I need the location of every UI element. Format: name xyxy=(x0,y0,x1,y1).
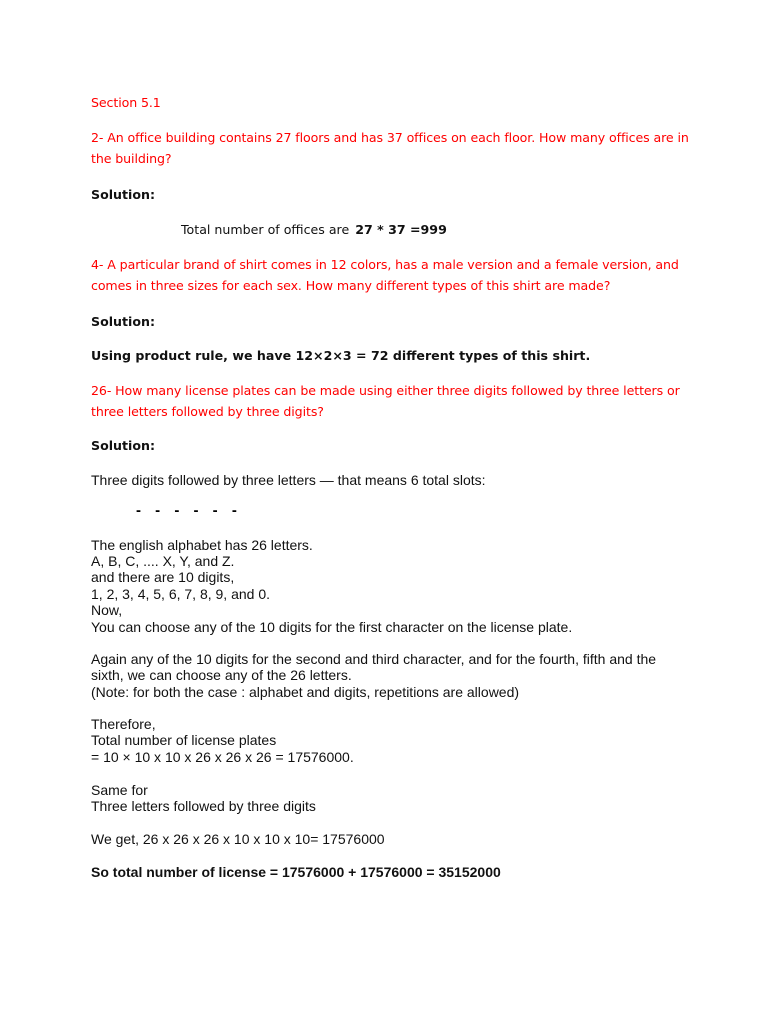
question-26-line-2: three letters followed by three digits? xyxy=(91,404,324,419)
letters-digits-text: Three letters followed by three digits xyxy=(91,798,316,814)
we-get-text: We get, 26 x 26 x 26 x 10 x 10 x 10= 17576000 xyxy=(91,831,385,847)
alphabet-line-2: A, B, C, .... X, Y, and Z. xyxy=(91,553,235,569)
note-text: (Note: for both the case : alphabet and digits, repetitions are allowed) xyxy=(91,684,520,700)
question-2-solution-label: Solution: xyxy=(91,187,155,202)
again-line-2: sixth, we can choose any of the 26 letters. xyxy=(91,667,352,683)
question-4-line-2: comes in three sizes for each sex. How many different types of this shirt are made? xyxy=(91,278,611,293)
digits-line-2: 1, 2, 3, 4, 5, 6, 7, 8, 9, and 0. xyxy=(91,586,271,602)
question-4-answer: Using product rule, we have 12×2×3 = 72 different types of this shirt. xyxy=(91,348,591,363)
total-label: Total number of license plates xyxy=(91,732,277,748)
digits-line-1: and there are 10 digits, xyxy=(91,569,235,585)
therefore-text: Therefore, xyxy=(91,716,156,732)
question-2-line-1: 2- An office building contains 27 floors and has 37 offices on each floor. How many offices are in xyxy=(91,130,689,145)
question-26-line-1: 26- How many license plates can be made using either three digits followed by three letters or xyxy=(91,383,680,398)
slots-intro: Three digits followed by three letters — that means 6 total slots: xyxy=(91,472,486,488)
final-answer: So total number of license = 17576000 + 17576000 = 35152000 xyxy=(91,864,501,880)
section-title: Section 5.1 xyxy=(91,95,161,110)
now-text: Now, xyxy=(91,602,123,618)
same-for-text: Same for xyxy=(91,782,148,798)
question-2-answer-value: 27 * 37 =999 xyxy=(355,222,447,237)
total-calculation: = 10 × 10 x 10 x 26 x 26 x 26 = 17576000. xyxy=(91,749,354,765)
question-2-answer-prefix: Total number of offices are xyxy=(181,222,354,237)
question-2-answer xyxy=(181,222,447,237)
choose-first-text: You can choose any of the 10 digits for the first character on the license plate. xyxy=(91,619,573,635)
slots-dashes: - - - - - - xyxy=(136,502,237,519)
question-26-solution-label: Solution: xyxy=(91,438,155,453)
again-line-1: Again any of the 10 digits for the second and third character, and for the fourth, fifth and the xyxy=(91,651,657,667)
question-4-solution-label: Solution: xyxy=(91,314,155,329)
question-4-line-1: 4- A particular brand of shirt comes in 12 colors, has a male version and a female version, and xyxy=(91,257,679,272)
question-2-line-2: the building? xyxy=(91,151,172,166)
alphabet-line-1: The english alphabet has 26 letters. xyxy=(91,537,313,553)
